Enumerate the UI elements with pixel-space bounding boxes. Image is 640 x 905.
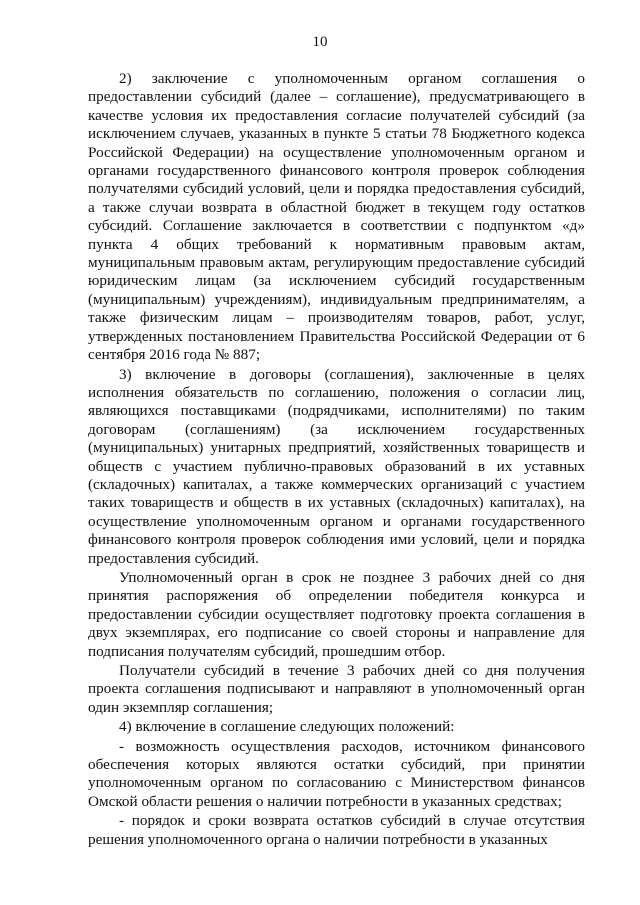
paragraph-item-4-provisions: 4) включение в соглашение следующих положений: xyxy=(119,718,455,736)
paragraph-item-3-contracts: 3) включение в договоры (соглашения), заключенные в целях исполнения обязательств по соглашению, положения о согласии лиц, являющихся поставщиками (подрядчиками, исполнителями) по таким договорам (соглашениям) (за исключением государственных (муниципальных) унитарных предприятий, хозяйственных товариществ и обществ с участием публично-правовых образований в их уставных (складочных) капиталах, а также коммерческих организаций с участием таких товариществ и обществ в их уставных (складочных) капиталах), на осуществление уполномоченным органом и органами государственного финансового контроля проверок соблюдения ими условий, цели и порядка предоставления субсидий. xyxy=(88,365,585,567)
paragraph-recipients-deadline: Получатели субсидий в течение 3 рабочих дней со дня получения проекта соглашения подписывают и направляют в уполномоченный орган один экземпляр соглашения; xyxy=(88,662,585,716)
paragraph-expenses-possibility: - возможность осуществления расходов, источником финансового обеспечения которых являются остатки субсидий, при принятии уполномоченным органом по согласованию с Министерством финансов Омской области решения о наличии потребности в указанных средствах; xyxy=(88,737,585,810)
paragraph-item-2-agreement: 2) заключение с уполномоченным органом соглашения о предоставлении субсидий (далее – соглашение), предусматривающего в качестве условия их предоставления согласие получателей субсидий (за исключением случаев, указанных в пункте 5 статьи 78 Бюджетного кодекса Российской Федерации) на осуществление уполномоченным органом и органами государственного финансового контроля проверок соблюдения получателями субсидий условий, цели и порядка предоставления субсидий, а также случаи возврата в областной бюджет в текущем году остатков субсидий. Соглашение заключается в соответствии с подпунктом «д» пункта 4 общих требований к нормативным правовым актам, муниципальным правовым актам, регулирующим предоставление субсидий юридическим лицам (за исключением субсидий государственным (муниципальным) учреждениям), индивидуальным предпринимателям, а также физическим лицам – производителям товаров, работ, услуг, утвержденных постановлением Правительства Российской Федерации от 6 сентября 2016 года № 887; xyxy=(88,70,585,364)
paragraph-authority-deadline: Уполномоченный орган в срок не позднее 3 рабочих дней со дня принятия распоряжения об определении победителя конкурса и предоставлении субсидии осуществляет подготовку проекта соглашения в двух экземплярах, его подписание со своей стороны и направление для подписания получателям субсидий, прошедшим отбор. xyxy=(88,568,585,660)
paragraph-return-procedure: - порядок и сроки возврата остатков субсидий в случае отсутствия решения уполномоченного органа о наличии потребности в указанных xyxy=(88,812,585,848)
document-body xyxy=(88,70,585,849)
page-number: 10 xyxy=(312,34,328,50)
